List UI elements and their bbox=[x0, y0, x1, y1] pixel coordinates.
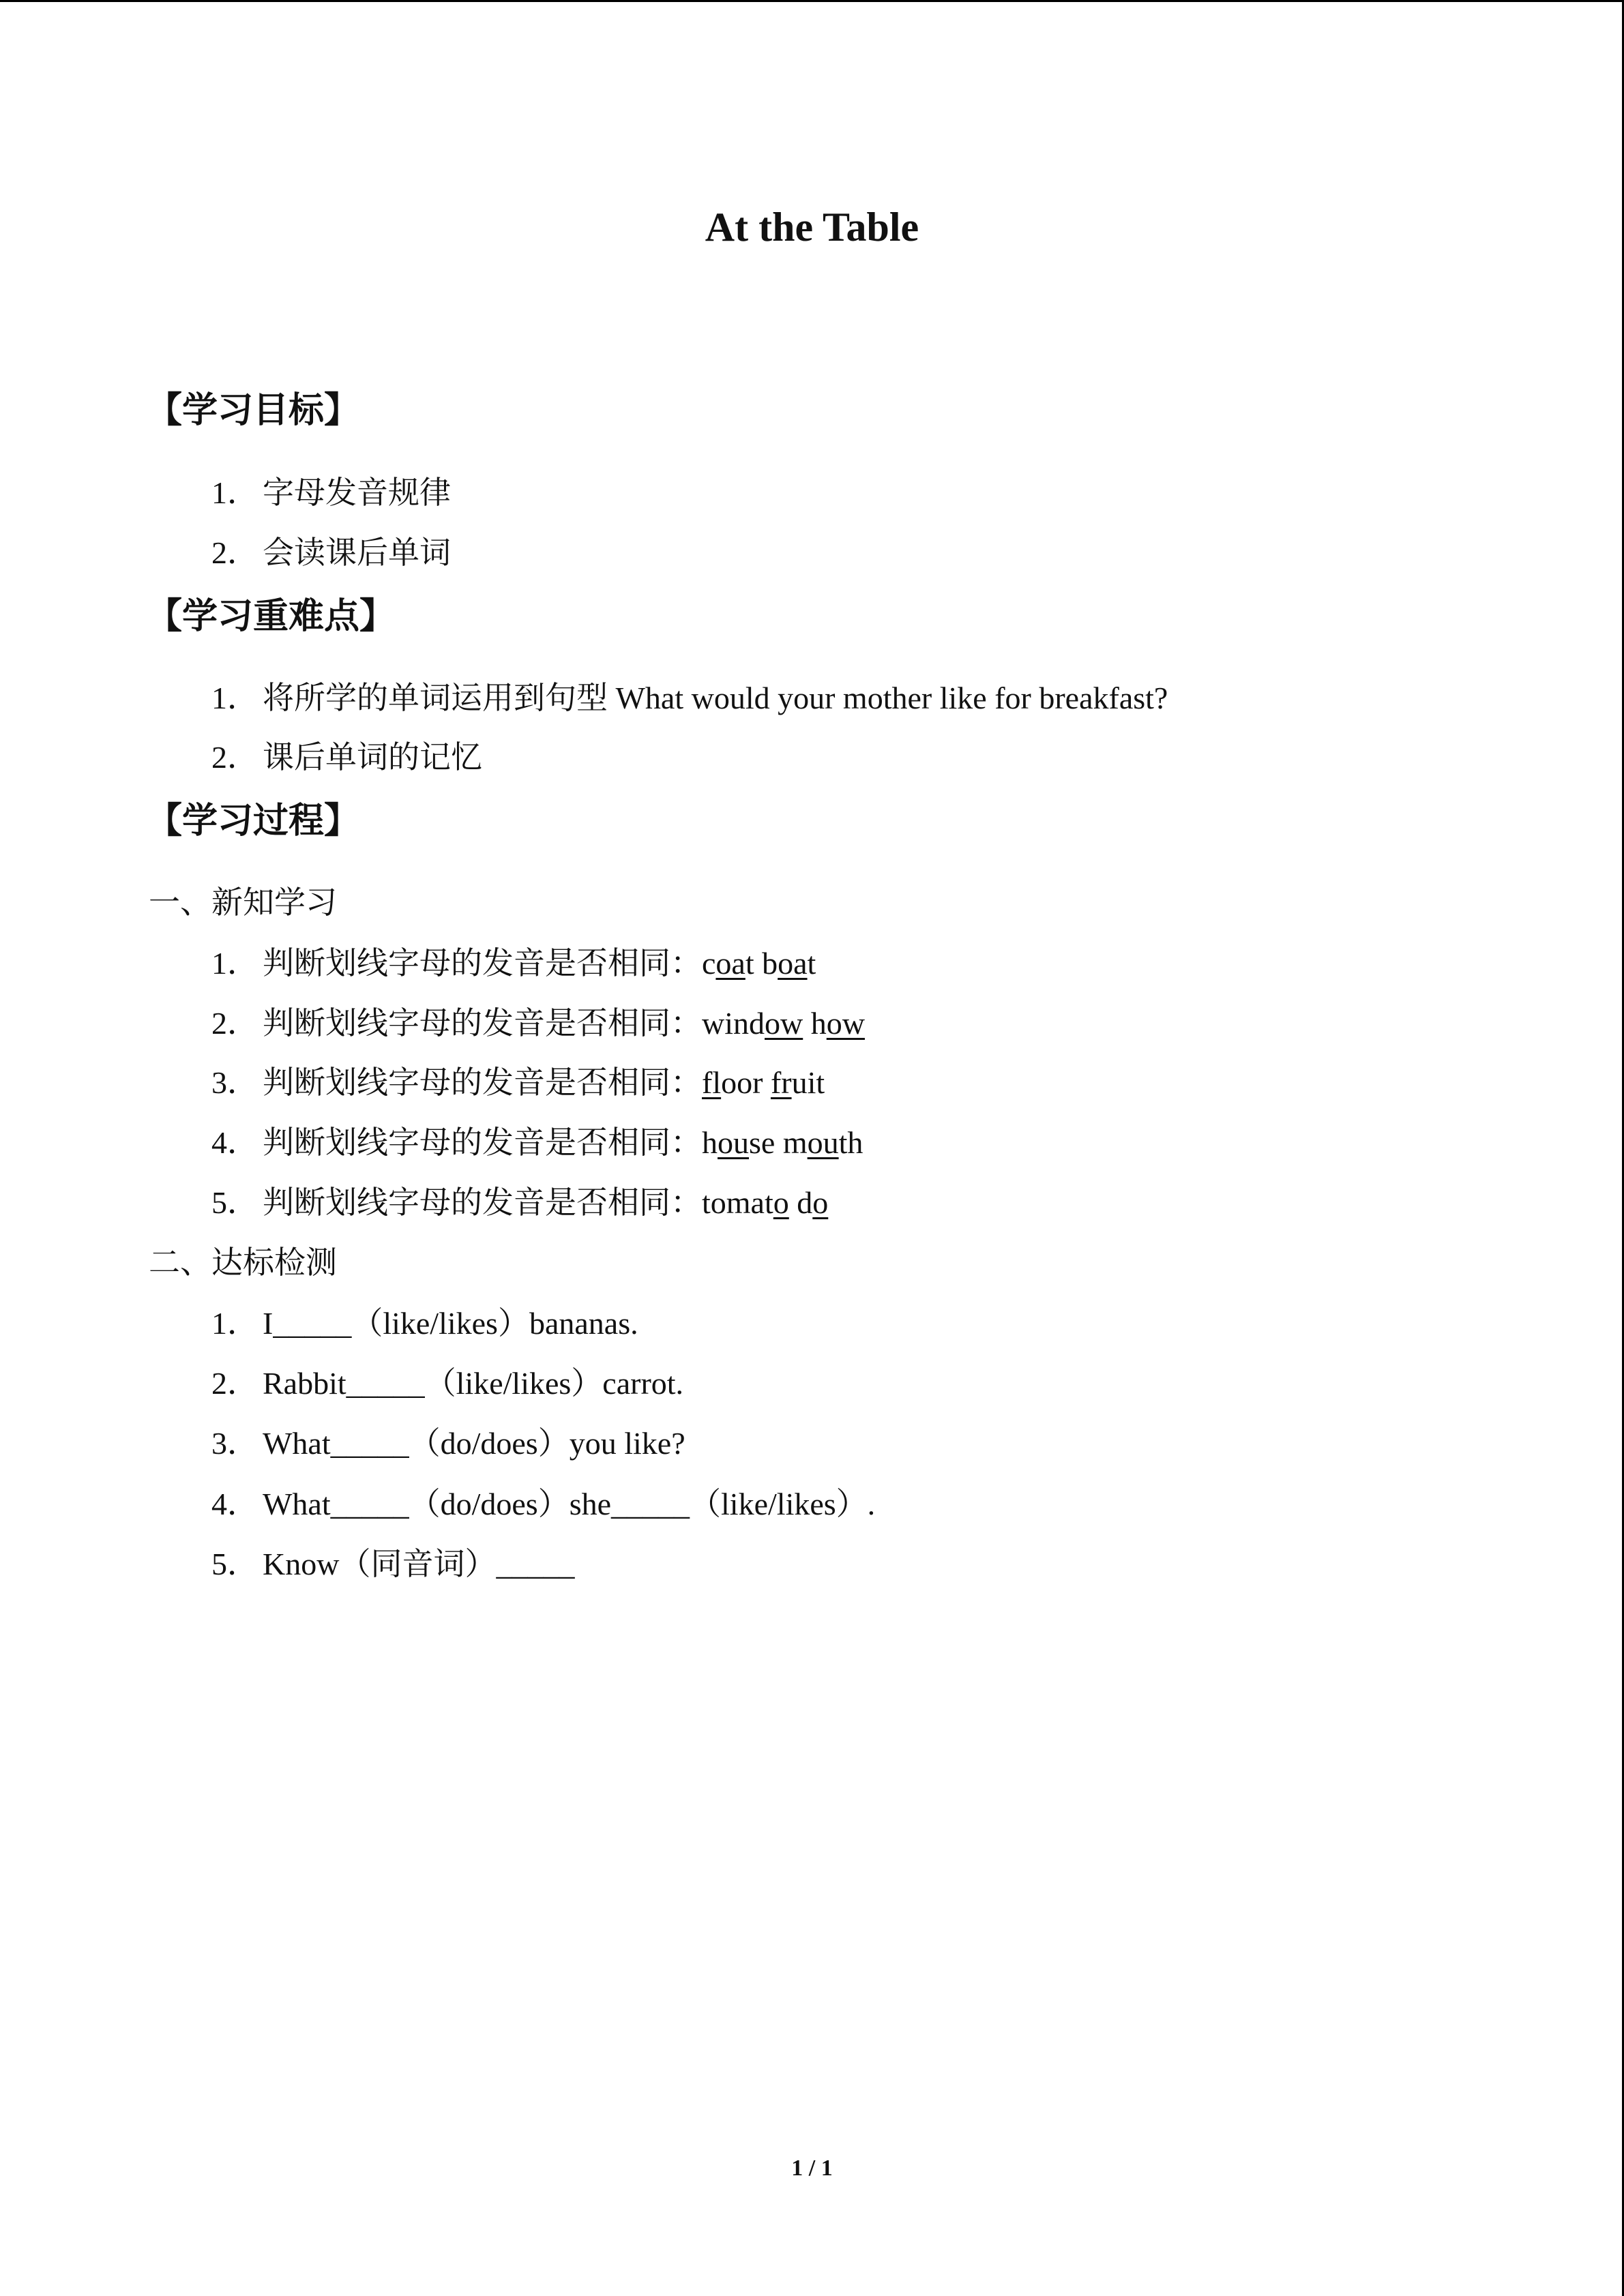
item-number: 5． bbox=[211, 1547, 259, 1581]
word-part: tomat bbox=[702, 1185, 773, 1220]
document-title: At the Table bbox=[705, 205, 919, 250]
page-number: 1 / 1 bbox=[791, 2156, 833, 2181]
word-part: d bbox=[788, 1185, 813, 1220]
item-text: 将所学的单词运用到句型 What would your mother like for breakfast? bbox=[263, 681, 1168, 715]
item-number: 2． bbox=[211, 1006, 259, 1041]
item-text: Rabbit_____（like/likes）carrot. bbox=[263, 1366, 684, 1401]
list-item bbox=[211, 742, 482, 773]
item-number: 4． bbox=[211, 1487, 259, 1521]
item-number: 1． bbox=[211, 946, 259, 981]
item-number: 2． bbox=[211, 740, 259, 775]
item-number: 1． bbox=[211, 1306, 259, 1341]
item-text: What_____（do/does）you like? bbox=[263, 1426, 685, 1461]
section-heading-objectives: 【学习目标】 bbox=[147, 390, 360, 431]
exercise-item bbox=[211, 1549, 574, 1580]
item-text: 课后单词的记忆 bbox=[263, 740, 482, 775]
pronunciation-item bbox=[211, 1127, 863, 1159]
word-part: t bbox=[745, 946, 754, 981]
subheading-assessment: 二、达标检测 bbox=[149, 1245, 337, 1280]
underlined-letters: ou bbox=[718, 1125, 749, 1160]
word-part: oor bbox=[721, 1065, 763, 1100]
underlined-letters: oa bbox=[715, 946, 745, 981]
word-part: m bbox=[775, 1125, 808, 1160]
item-prompt: 判断划线字母的发音是否相同： bbox=[263, 1006, 702, 1041]
list-item bbox=[211, 537, 451, 569]
word-part: th bbox=[838, 1125, 863, 1160]
word-part: wind bbox=[702, 1006, 765, 1041]
pronunciation-item bbox=[211, 1008, 865, 1039]
item-number: 3． bbox=[211, 1426, 259, 1461]
underlined-letters: oa bbox=[778, 946, 808, 981]
word-part: c bbox=[702, 946, 716, 981]
item-number: 4． bbox=[211, 1125, 259, 1160]
item-text: What_____（do/does）she_____（like/likes）. bbox=[263, 1487, 876, 1521]
item-number: 3． bbox=[211, 1065, 259, 1100]
underlined-letters: o bbox=[812, 1185, 829, 1220]
word-part: se bbox=[749, 1125, 776, 1160]
section-heading-process: 【学习过程】 bbox=[147, 801, 360, 841]
underlined-letters: ow bbox=[826, 1006, 865, 1041]
word-part: t bbox=[807, 946, 816, 981]
underlined-letters: o bbox=[773, 1185, 789, 1220]
exercise-item bbox=[211, 1368, 683, 1399]
item-prompt: 判断划线字母的发音是否相同： bbox=[263, 1125, 702, 1160]
underlined-letters: fr bbox=[770, 1065, 792, 1100]
exercise-item bbox=[211, 1428, 685, 1459]
subheading-new-knowledge: 一、新知学习 bbox=[149, 885, 337, 920]
word-part: uit bbox=[791, 1065, 825, 1100]
word-part: b bbox=[754, 946, 778, 981]
item-prompt: 判断划线字母的发音是否相同： bbox=[263, 946, 702, 981]
item-text: I_____（like/likes）bananas. bbox=[263, 1306, 638, 1341]
exercise-item bbox=[211, 1308, 638, 1339]
item-number: 5． bbox=[211, 1185, 259, 1220]
pronunciation-item bbox=[211, 948, 816, 979]
word-part bbox=[763, 1065, 771, 1100]
item-text: 字母发音规律 bbox=[263, 475, 451, 510]
word-part: h bbox=[803, 1006, 827, 1041]
item-prompt: 判断划线字母的发音是否相同： bbox=[263, 1065, 702, 1100]
item-prompt: 判断划线字母的发音是否相同： bbox=[263, 1185, 702, 1220]
item-number: 1． bbox=[211, 681, 259, 715]
list-item bbox=[211, 477, 451, 509]
item-number: 1． bbox=[211, 475, 259, 510]
underlined-letters: ow bbox=[765, 1006, 803, 1041]
item-text: Know（同音词）_____ bbox=[263, 1547, 575, 1581]
word-part: h bbox=[702, 1125, 718, 1160]
underlined-letters: ou bbox=[807, 1125, 839, 1160]
item-number: 2． bbox=[211, 1366, 259, 1401]
underlined-letters: fl bbox=[702, 1065, 722, 1100]
section-heading-key-points: 【学习重难点】 bbox=[147, 596, 396, 637]
list-item bbox=[211, 683, 1168, 714]
item-text: 会读课后单词 bbox=[263, 535, 451, 570]
exercise-item bbox=[211, 1489, 875, 1520]
item-number: 2． bbox=[211, 535, 259, 570]
pronunciation-item bbox=[211, 1067, 825, 1099]
pronunciation-item bbox=[211, 1187, 828, 1219]
